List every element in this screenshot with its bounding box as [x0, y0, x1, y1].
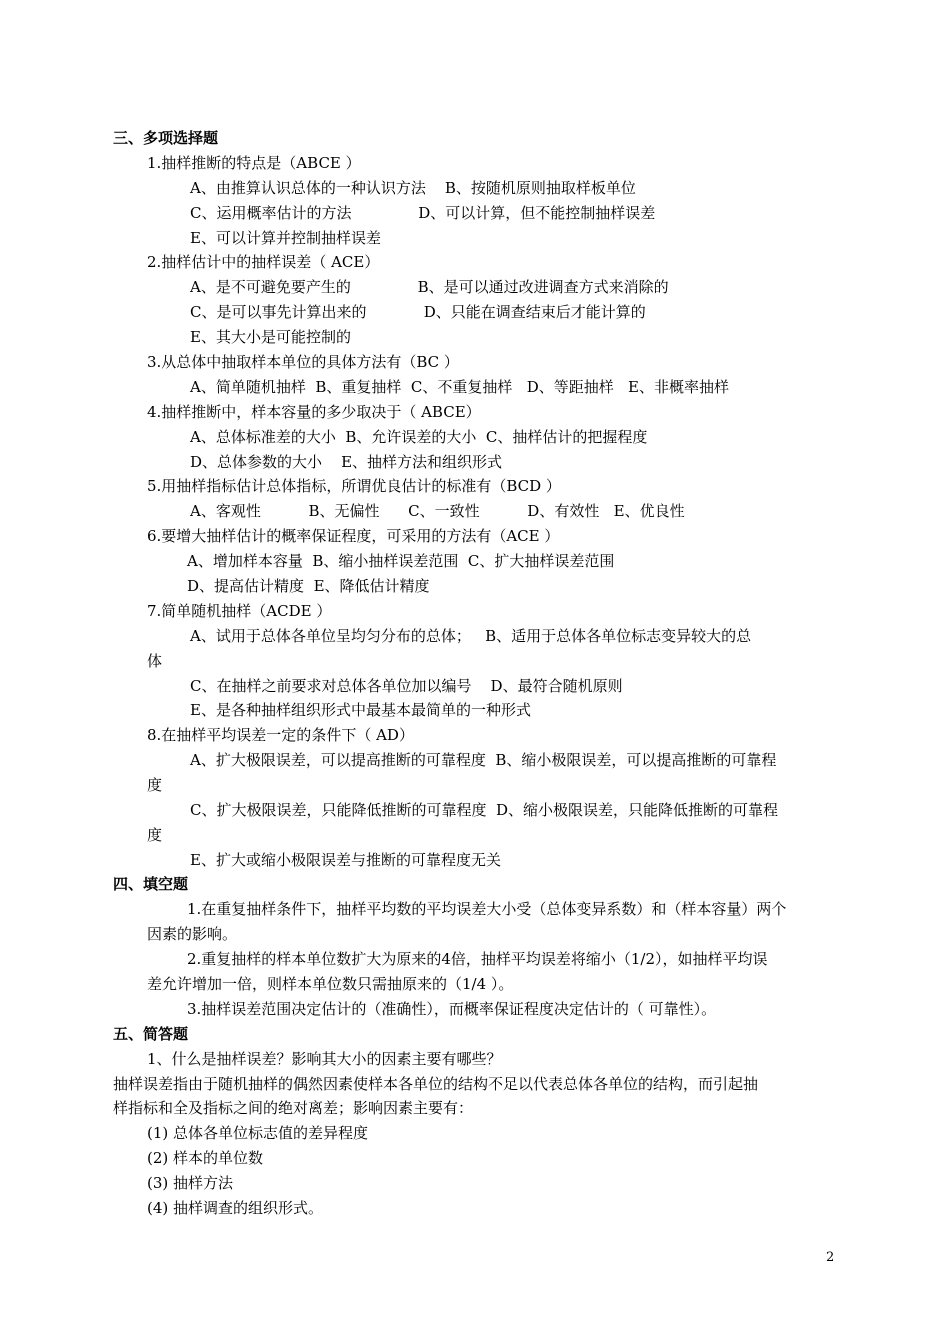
option-line: E、可以计算并控制抽样误差	[190, 229, 381, 247]
question-1: 1.抽样推断的特点是（ABCE ）	[147, 154, 361, 172]
section-heading-multiple-choice: 三、多项选择题	[113, 129, 219, 147]
option-line: D、提高估计精度 E、降低估计精度	[187, 577, 430, 595]
page-number: 2	[826, 1250, 835, 1265]
section-heading-fill-blank: 四、填空题	[113, 875, 189, 893]
factor-item: (4) 抽样调查的组织形式。	[147, 1199, 324, 1217]
question-2: 2.抽样估计中的抽样误差（ ACE）	[147, 253, 380, 271]
option-line: A、简单随机抽样 B、重复抽样 C、不重复抽样 D、等距抽样 E、非概率抽样	[190, 378, 729, 396]
option-line: C、是可以事先计算出来的 D、只能在调查结束后才能计算的	[190, 303, 646, 321]
fill-item-2: 2.重复抽样的样本单位数扩大为原来的4倍，抽样平均误差将缩小（1/2），如抽样平均误	[187, 950, 768, 968]
option-line: A、增加样本容量 B、缩小抽样误差范围 C、扩大抽样误差范围	[187, 552, 615, 570]
question-5: 5.用抽样指标估计总体指标，所谓优良估计的标准有（BCD ）	[147, 477, 561, 495]
factor-item: (2) 样本的单位数	[147, 1149, 264, 1167]
answer-paragraph-cont: 样指标和全及指标之间的绝对离差；影响因素主要有：	[113, 1099, 474, 1117]
fill-item-2-cont: 差允许增加一倍，则样本单位数只需抽原来的（1/4 ）。	[147, 975, 514, 993]
option-line: C、扩大极限误差，只能降低推断的可靠程度 D、缩小极限误差，只能降低推断的可靠程	[190, 801, 779, 819]
option-line: E、其大小是可能控制的	[190, 328, 351, 346]
section-heading-short-answer: 五、简答题	[113, 1025, 189, 1043]
fill-item-3: 3.抽样误差范围决定估计的（准确性），而概率保证程度决定估计的（ 可靠性）。	[187, 1000, 717, 1018]
option-line: C、在抽样之前要求对总体各单位加以编号 D、最符合随机原则	[190, 677, 623, 695]
option-line: A、由推算认识总体的一种认识方法 B、按随机原则抽取样板单位	[190, 179, 636, 197]
option-line: E、扩大或缩小极限误差与推断的可靠程度无关	[190, 851, 501, 869]
question-8: 8.在抽样平均误差一定的条件下（ AD）	[147, 726, 414, 744]
question-3: 3.从总体中抽取样本单位的具体方法有（BC ）	[147, 353, 459, 371]
answer-paragraph: 抽样误差指由于随机抽样的偶然因素使样本各单位的结构不足以代表总体各单位的结构，而引起抽	[113, 1075, 759, 1093]
factor-item: (1) 总体各单位标志值的差异程度	[147, 1124, 369, 1142]
factor-item: (3) 抽样方法	[147, 1174, 234, 1192]
question-6: 6.要增大抽样估计的概率保证程度，可采用的方法有（ACE ）	[147, 527, 560, 545]
short-question-1: 1、什么是抽样误差？影响其大小的因素主要有哪些？	[147, 1050, 502, 1068]
option-line: A、客观性 B、无偏性 C、一致性 D、有效性 E、优良性	[190, 502, 685, 520]
option-line: A、总体标准差的大小 B、允许误差的大小 C、抽样估计的把握程度	[190, 428, 648, 446]
option-line: E、是各种抽样组织形式中最基本最简单的一种形式	[190, 701, 531, 719]
option-line: A、是不可避免要产生的 B、是可以通过改进调查方式来消除的	[190, 278, 669, 296]
option-line: C、运用概率估计的方法 D、可以计算，但不能控制抽样误差	[190, 204, 656, 222]
question-7: 7.简单随机抽样（ACDE ）	[147, 602, 332, 620]
fill-item-1-cont: 因素的影响。	[147, 925, 238, 943]
question-4: 4.抽样推断中，样本容量的多少取决于（ ABCE）	[147, 403, 481, 421]
option-line-wrap: 度	[147, 826, 163, 844]
option-line-wrap: 度	[147, 776, 163, 794]
option-line: D、总体参数的大小 E、抽样方法和组织形式	[190, 453, 503, 471]
option-line: A、扩大极限误差，可以提高推断的可靠程度 B、缩小极限误差，可以提高推断的可靠程	[190, 751, 777, 769]
option-line-wrap: 体	[147, 652, 163, 670]
fill-item-1: 1.在重复抽样条件下，抽样平均数的平均误差大小受（总体变异系数）和（样本容量）两个	[187, 900, 787, 918]
option-line: A、试用于总体各单位呈均匀分布的总体； B、适用于总体各单位标志变异较大的总	[190, 627, 752, 645]
